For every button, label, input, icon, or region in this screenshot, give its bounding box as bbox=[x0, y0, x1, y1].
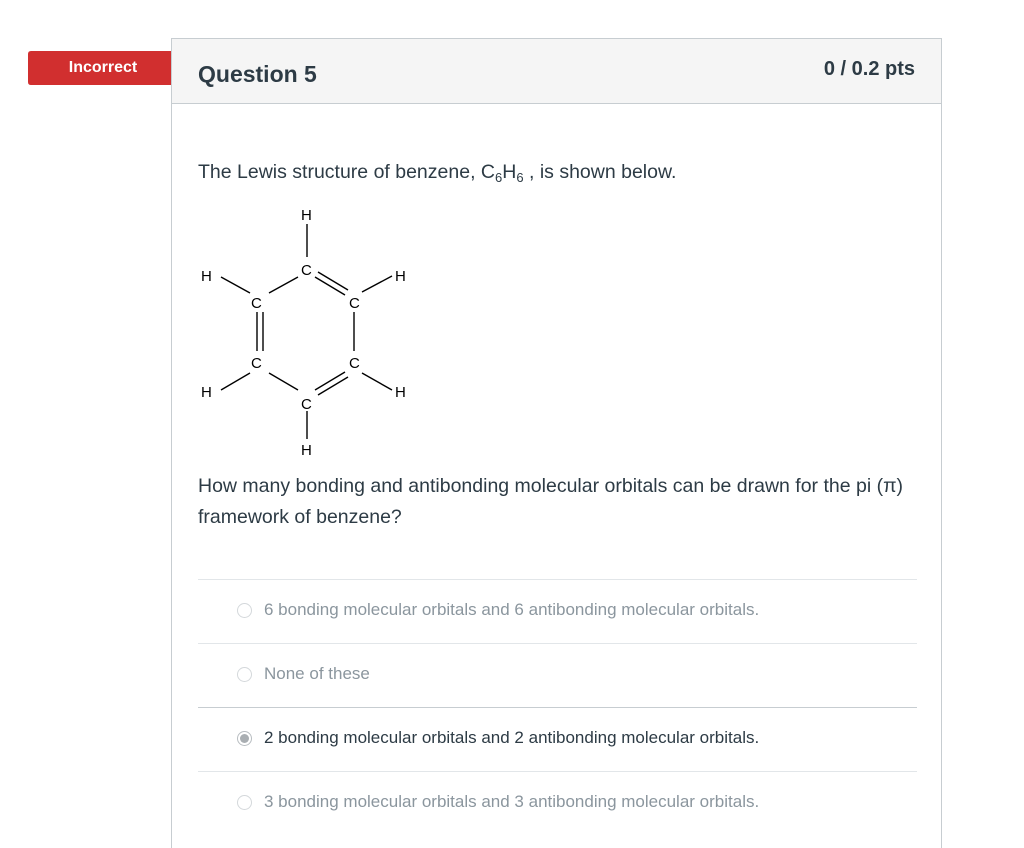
atom-c-upper-left: C bbox=[251, 295, 262, 312]
atom-h-upper-left: H bbox=[201, 268, 212, 285]
incorrect-status-flag bbox=[28, 51, 178, 85]
question-intro bbox=[198, 161, 676, 185]
benzene-lewis-structure bbox=[194, 201, 434, 466]
radio-button[interactable] bbox=[237, 667, 252, 682]
atom-c-upper-right: C bbox=[349, 295, 360, 312]
answer-option-selected[interactable] bbox=[198, 707, 917, 771]
answer-option[interactable] bbox=[198, 643, 917, 707]
answer-list bbox=[198, 579, 917, 835]
answer-option[interactable] bbox=[198, 771, 917, 835]
question-card bbox=[171, 38, 942, 848]
atom-c-lower-right: C bbox=[349, 355, 360, 372]
atom-h-bottom: H bbox=[301, 442, 312, 459]
question-points: 0 / 0.2 pts bbox=[823, 58, 915, 80]
radio-button-checked[interactable] bbox=[237, 731, 252, 746]
atom-c-top: C bbox=[301, 262, 312, 279]
radio-button[interactable] bbox=[237, 795, 252, 810]
atom-h-lower-right: H bbox=[395, 384, 406, 401]
radio-button[interactable] bbox=[237, 603, 252, 618]
atom-h-top: H bbox=[301, 207, 312, 224]
answer-option[interactable] bbox=[198, 579, 917, 643]
question-prompt: How many bonding and antibonding molecular orbitals can be drawn for the pi (π) framework of benzene? bbox=[198, 475, 904, 528]
intro-sub-carbon: 6 bbox=[495, 170, 503, 185]
answer-label: 2 bonding molecular orbitals and 2 antibonding molecular orbitals. bbox=[264, 728, 760, 747]
answer-label: 6 bonding molecular orbitals and 6 antibonding molecular orbitals. bbox=[264, 600, 760, 619]
atom-c-bottom: C bbox=[301, 396, 312, 413]
question-header bbox=[172, 39, 941, 104]
question-title: Question 5 bbox=[198, 61, 317, 87]
intro-sub-hydrogen: 6 bbox=[516, 170, 524, 185]
intro-mid: H bbox=[502, 161, 517, 183]
answer-label: 3 bonding molecular orbitals and 3 antibonding molecular orbitals. bbox=[264, 792, 760, 811]
intro-after: , is shown below. bbox=[523, 161, 677, 183]
atom-c-lower-left: C bbox=[251, 355, 262, 372]
status-label: Incorrect bbox=[68, 59, 138, 76]
answer-label: None of these bbox=[264, 664, 370, 683]
atom-h-upper-right: H bbox=[395, 268, 406, 285]
atom-h-lower-left: H bbox=[201, 384, 212, 401]
intro-before: The Lewis structure of benzene, C bbox=[198, 161, 495, 183]
